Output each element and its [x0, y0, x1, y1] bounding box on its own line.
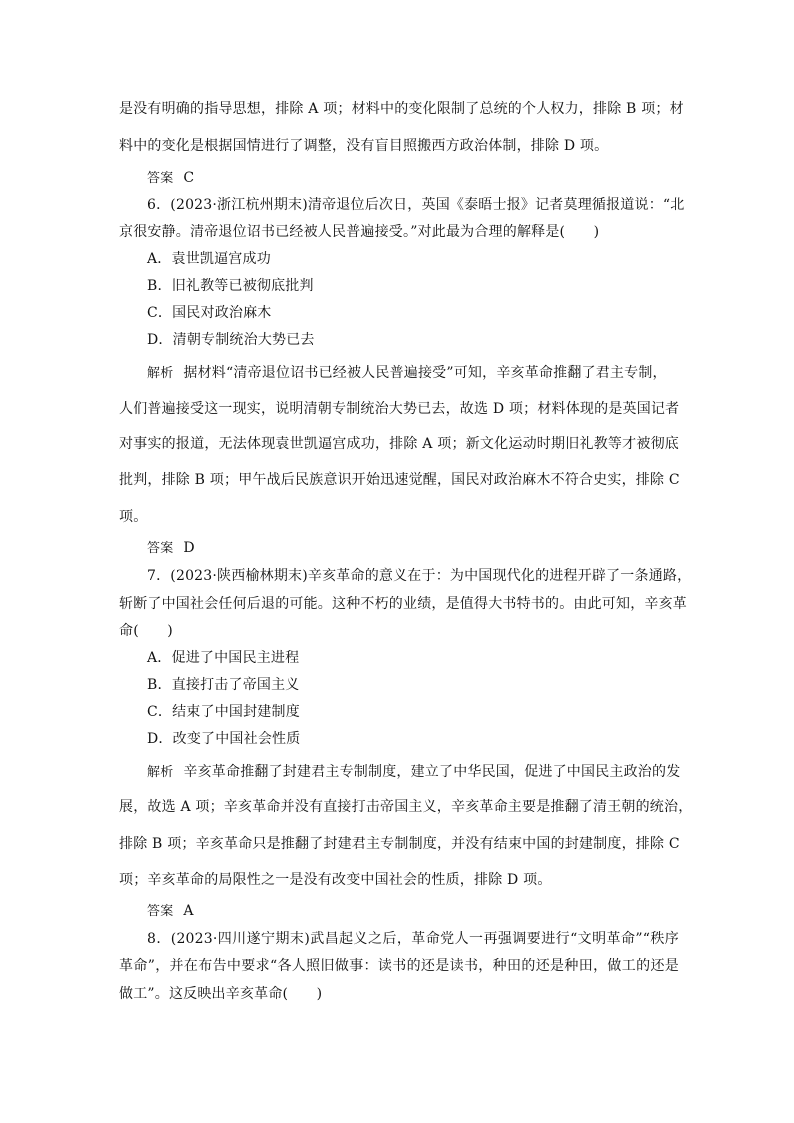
- q7-analysis-line: 展，故选 A 项；辛亥革命并没有直接打击帝国主义，辛亥革命主要是推翻了清王朝的统治，: [119, 799, 693, 815]
- answer-value: A: [183, 903, 194, 919]
- q6-option-c: C．国民对政治麻木: [147, 305, 272, 321]
- analysis-label: 解析: [147, 765, 174, 780]
- q7-answer: [147, 901, 707, 922]
- q6-analysis-line: [147, 363, 707, 384]
- q7-stem-line: 7．(2023·陕西榆林期末)辛亥革命的意义在于：为中国现代化的进程开辟了一条通路，: [147, 568, 692, 584]
- q7-analysis-line: [147, 762, 707, 783]
- q6-stem-line: 6．(2023·浙江杭州期末)清帝退位后次日，英国《泰晤士报》记者莫理循报道说：“北: [147, 197, 685, 213]
- q6-analysis-line: 项。: [119, 509, 148, 525]
- q7-option-b: B．直接打击了帝国主义: [147, 677, 300, 693]
- answer-label: 答案: [147, 171, 174, 186]
- q7-stem-line: 命( ): [119, 623, 173, 639]
- q6-analysis-line: 对事实的报道，无法体现袁世凯逼宫成功，排除 A 项；新文化运动时期旧礼教等才被彻底: [119, 436, 679, 452]
- q6-option-a: A．袁世凯逼宫成功: [147, 251, 271, 267]
- answer-value: D: [183, 540, 195, 556]
- q7-option-a: A．促进了中国民主进程: [147, 650, 300, 666]
- q6-analysis-line: 批判，排除 B 项；甲午战后民族意识开始迅速觉醒，国民对政治麻木不符合史实，排除 C: [119, 472, 680, 488]
- q7-option-d: D．改变了中国社会性质: [147, 731, 301, 747]
- q6-stem-line: 京很安静。清帝退位诏书已经被人民普遍接受。”对此最为合理的解释是( ): [119, 224, 600, 240]
- q5-answer: [147, 168, 707, 189]
- q5-analysis-line: 料中的变化是根据国情进行了调整，没有盲目照搬西方政治体制，排除 D 项。: [119, 138, 609, 154]
- q6-option-b: B．旧礼教等已被彻底批判: [147, 278, 314, 294]
- q6-option-d: D．清朝专制统治大势已去: [147, 332, 315, 348]
- q8-stem-line: 做工”。这反映出辛亥革命( ): [119, 986, 323, 1002]
- answer-value: C: [183, 170, 195, 186]
- q8-stem-line: 8．(2023·四川遂宁期末)武昌起义之后，革命党人一再强调要进行“文明革命”“秩序: [147, 931, 679, 947]
- answer-label: 答案: [147, 541, 174, 556]
- answer-label: 答案: [147, 904, 174, 919]
- analysis-text: 据材料“清帝退位诏书已经被人民普遍接受”可知，辛亥革命推翻了君主专制，: [183, 365, 667, 381]
- q7-analysis-line: 项；辛亥革命的局限性之一是没有改变中国社会的性质，排除 D 项。: [119, 872, 552, 888]
- analysis-text: 辛亥革命推翻了封建君主专制制度，建立了中华民国，促进了中国民主政治的发: [183, 764, 681, 780]
- analysis-label: 解析: [147, 366, 174, 381]
- q7-analysis-line: 排除 B 项；辛亥革命只是推翻了封建君主专制制度，并没有结束中国的封建制度，排除 C: [119, 836, 680, 852]
- q7-stem-line: 斩断了中国社会任何后退的可能。这种不朽的业绩，是值得大书特书的。由此可知，辛亥革: [119, 596, 687, 612]
- q6-analysis-line: 人们普遍接受这一现实，说明清朝专制统治大势已去，故选 D 项；材料体现的是英国记者: [119, 401, 680, 417]
- q7-option-c: C．结束了中国封建制度: [147, 704, 300, 720]
- q5-analysis-line: 是没有明确的指导思想，排除 A 项；材料中的变化限制了总统的个人权力，排除 B 项；材: [119, 101, 684, 117]
- q8-stem-line: 革命”，并在布告中要求“各人照旧做事：读书的还是读书，种田的还是种田，做工的还是: [119, 958, 679, 974]
- q6-answer: [147, 538, 707, 559]
